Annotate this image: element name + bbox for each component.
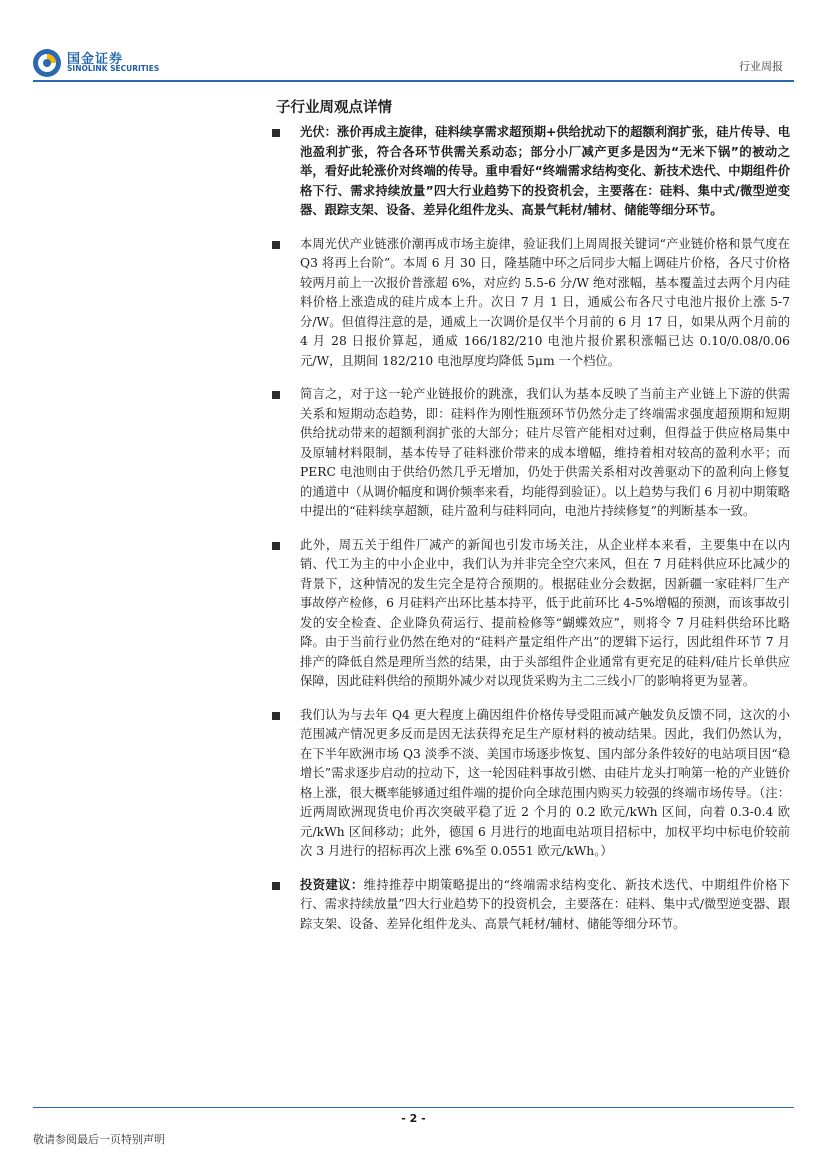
bullet-paragraph <box>276 536 790 692</box>
section-title: 子行业周观点详情 <box>276 100 392 116</box>
sinolink-logo <box>32 48 160 78</box>
content-body <box>276 123 790 948</box>
footer-divider <box>33 1107 794 1108</box>
page-number: - 2 - <box>401 1112 426 1125</box>
header-divider <box>33 80 794 82</box>
bullet-paragraph <box>276 235 790 372</box>
paragraph-text: 光伏：涨价再成主旋律，硅料续享需求超预期+供给扰动下的超额利润扩张，硅片传导、电池盈利扩张，符合各环节供需关系动态；部分小厂减产更多是因为“无米下锅”的被动之举，看好此轮涨价对终端的传导。重申看好“终端需求结构变化、新技术迭代、中期组件价格下行、需求持续放量”四大行业趋势下的投资机会，主要落在：硅料、集中式/微型逆变器、跟踪支架、设备、差异化组件龙头、高景气耗材/辅材、储能等细分环节。 <box>300 125 790 217</box>
square-bullet-icon <box>272 241 280 249</box>
sinolink-logo-icon <box>32 48 62 78</box>
bullet-paragraph <box>276 123 790 221</box>
bullet-paragraph <box>276 706 790 862</box>
paragraph-text: 简言之，对于这一轮产业链报价的跳涨，我们认为基本反映了当前主产业链上下游的供需关系和短期动态趋势，即：硅料作为刚性瓶颈环节仍然分走了终端需求强度超预期和短期供给扰动带来的超额利润扩张的大部分；硅片尽管产能相对过剩，但得益于供应格局集中及原辅材料限制，基本传导了硅料涨价带来的成本增幅，维持着相对较高的盈利水平；而 PERC 电池则由于供给仍然几乎无增加，仍处于供需关系相对改善驱动下的盈利向上修复的通道中（从调价幅度和调价频率来看，均能得到验证）。以上趋势与我们 6 月初中期策略中提出的“硅料续享超额，硅片盈利与硅料同向，电池片持续修复”的判断基本一致。 <box>300 387 790 518</box>
square-bullet-icon <box>272 882 280 890</box>
investment-advice-label: 投资建议： <box>300 877 364 892</box>
investment-advice-text: 维持推荐中期策略提出的“终端需求结构变化、新技术迭代、中期组件价格下行、需求持续放量”四大行业趋势下的投资机会，主要落在：硅料、集中式/微型逆变器、跟踪支架、设备、差异化组件龙头、高景气耗材/辅材、储能等细分环节。 <box>300 877 791 931</box>
square-bullet-icon <box>272 542 280 550</box>
logo-text-cn: 国金证券 <box>67 52 124 67</box>
square-bullet-icon <box>272 129 280 137</box>
paragraph-text: 我们认为与去年 Q4 更大程度上确因组件价格传导受阻而减产触发负反馈不同，这次的小范围减产情况更多反而是因无法获得充足生产原材料的被动结果。因此，我们仍然认为，在下半年欧洲市场 Q3 淡季不淡、美国市场逐步恢复、国内部分条件较好的电站项目因“稳增长”需求逐步启动的拉动下，这一轮因硅料事故引燃、由硅片龙头打响第一枪的产业链价格上涨，很大概率能够通过组件端的提价向全球范围内购买力较强的终端市场传导。（注：近两周欧洲现货电价再次突破平稳了近 2 个月的 0.2 欧元/kWh 区间，向着 0.3-0.4 欧元/kWh 区间移动；此外，德国 6 月进行的地面电站项目招标中，加权平均中标电价较前次 3 月进行的招标再次上涨 6%至 0.0551 欧元/kWh。） <box>300 707 790 858</box>
square-bullet-icon <box>272 712 280 720</box>
report-type-label: 行业周报 <box>739 60 783 73</box>
square-bullet-icon <box>272 391 280 399</box>
bullet-paragraph <box>276 876 790 935</box>
paragraph-text: 此外，周五关于组件厂减产的新闻也引发市场关注，从企业样本来看，主要集中在以内销、代工为主的中小企业中，我们认为并非完全空穴来风，但在 7 月硅料供应环比减少的背景下，这种情况的发生完全是符合预期的。根据硅业分会数据，因新疆一家硅料厂生产事故停产检修，6 月硅料产出环比基本持平，低于此前环比 4-5%增幅的预测，而该事故引发的安全检查、企业降负荷运行、提前检修等“蝴蝶效应”，则将令 7 月硅料供给环比略降。由于当前行业仍然在绝对的“硅料产量定组件产出”的逻辑下运行，因此组件环节 7 月排产的降低自然是理所当然的结果，由于头部组件企业通常有更充足的硅料/硅片长单供应保障，因此硅料供给的预期外减少对以现货采购为主二三线小厂的影响将更为显著。 <box>300 537 790 688</box>
page-header <box>0 0 827 82</box>
disclaimer-note: 敬请参阅最后一页特别声明 <box>33 1133 165 1146</box>
bullet-paragraph <box>276 385 790 522</box>
paragraph-text <box>300 876 790 935</box>
logo-text-en: SINOLINK SECURITIES <box>67 64 160 73</box>
paragraph-text: 本周光伏产业链涨价潮再成市场主旋律，验证我们上周周报关键词“产业链价格和景气度在 Q3 将再上台阶”。本周 6 月 30 日，隆基随中环之后同步大幅上调硅片价格，各尺寸价格较两月前上一次报价普涨超 6%，对应约 5.5-6 分/W 绝对涨幅，基本覆盖过去两个月内硅料价格上涨造成的硅片成本上升。次日 7 月 1 日，通威公布各尺寸电池片报价上涨 5-7 分/W。但值得注意的是，通威上一次调价是仅半个月前的 6 月 17 日，如果从两个月前的 4 月 28 日报价算起，通威 166/182/210 电池片报价累积涨幅已达 0.10/0.08/0.06 元/W，且期间 182/210 电池厚度均降低 5μm 一个档位。 <box>300 236 790 368</box>
